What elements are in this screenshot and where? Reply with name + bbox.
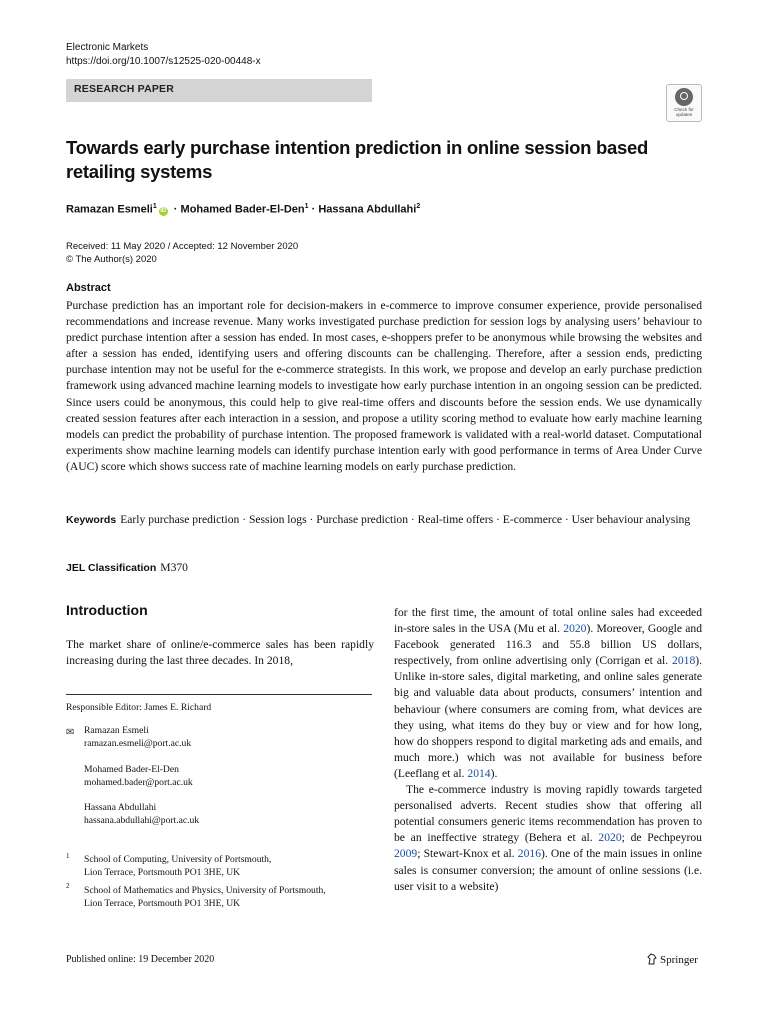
affiliation-line: School of Mathematics and Physics, University of Portsmouth, [84,885,326,896]
contact-name: Ramazan Esmeli [84,725,149,736]
jel-label: JEL Classification [66,562,157,574]
publisher-logo[interactable] [647,953,698,966]
author-affiliation-mark: 2 [416,203,421,210]
keywords [66,512,702,528]
envelope-icon: ✉ [66,727,75,738]
paper-title [66,136,706,183]
article-type-bar [66,79,372,102]
keywords-text: Early purchase prediction · Session logs · Purchase prediction · Real-time offers · E-commerce · User behaviour analysing [120,513,691,526]
publisher-name: Springer [660,954,698,966]
affiliation-1 [84,853,271,879]
published-date: Published online: 19 December 2020 [66,954,215,965]
introduction-left-text: The market share of online/e-commerce sales has been rapidly increasing during the last three decades. In 2018, [66,638,374,667]
contact-name: Mohamed Bader-El-Den [84,764,179,775]
jel-classification [66,561,188,574]
article-dates [66,240,298,266]
affiliation-number: 2 [66,882,70,890]
check-badge-line2: updates [675,112,693,117]
abstract-text: Purchase prediction has an important role for decision-makers in e-commerce to improve consumer experience, provide personalised recommendations and increase revenue. Many works investigated purchase prediction for session logs by analysing users’ behaviour to predict purchase intention after a session has ended. In most cases, e-shoppers prefer to be anonymous while browsing the websites and after a session has ended, identifying users and offering discounts can be challenging. Therefore, after a session ends, predicting purchase intention may not be useful for the e-commerce strategists. In this work, we propose and develop an early purchase prediction framework using advanced machine learning models to investigate how early purchase intention in an ongoing session can be predicted. Since users could be anonymous, this could help to give real-time offers and discounts before the session ends. We use dynamically created session features after each interaction in a session, and propose a utility scoring method to evaluate how early machine learning models can predict the probability of purchase intention. The proposed framework is validated with a real-world dataset. Computational experiments show machine learning models can identify purchase intention early with good performance in terms of Area Under Curve (AUC) score which shows success rate of machine learning models on early purchase prediction. [66,299,702,473]
crossmark-icon [675,88,693,106]
contact-email[interactable]: mohamed.bader@port.ac.uk [84,777,193,788]
contact-email[interactable]: hassana.abdullahi@port.ac.uk [84,815,200,826]
contact-author-2 [84,763,193,789]
text-run: ; Stewart-Knox et al. [417,847,518,861]
citation-year-link[interactable]: 2009 [394,847,418,861]
author-separator: · [173,203,178,216]
contact-email[interactable]: ramazan.esmeli@port.ac.uk [84,738,192,749]
text-run: ). One of the main issues in online sales is consumer conversion; the amount of online sessions (i.e. user visit to a website) [394,847,702,893]
article-type-label: RESEARCH PAPER [74,83,175,95]
author-affiliation-mark: 1 [152,203,157,210]
text-run: ). Moreover, Google and Facebook generated 116.3 and 55.8 billion US dollars, respectively, from online advertising only (Corrigan et al. [394,622,702,668]
introduction-heading: Introduction [66,602,148,618]
title-line-2: retailing systems [66,160,213,182]
jel-value: M370 [160,561,188,574]
citation-year-link[interactable]: 2016 [517,847,541,861]
received-accepted-dates: Received: 11 May 2020 / Accepted: 12 November 2020 [66,241,299,252]
citation-year-link[interactable]: 2018 [672,654,696,668]
orcid-icon[interactable]: iD [160,207,167,214]
springer-horse-icon [647,953,657,965]
abstract-heading: Abstract [66,282,111,294]
introduction-right-column [394,605,702,895]
contact-name: Hassana Abdullahi [84,802,157,813]
check-for-updates-badge[interactable] [666,84,702,122]
text-run: ). Unlike in-store sales, digital marketing, and online sales generate big and valuable data about products, consumers’ intention and behaviour (where consumers are coming from, what devices are they using, what items do they buy or view and for how long, how do shoppers respond to digital marketing ads and emails, and much more.) which was not available for business before (Leeflang et al. [394,654,702,780]
affiliation-line: Lion Terrace, Portsmouth PO1 3HE, UK [84,898,241,909]
intro-paragraph-2 [394,782,702,895]
author-separator: · [311,203,316,216]
affiliation-line: Lion Terrace, Portsmouth PO1 3HE, UK [84,867,241,878]
text-run: for the first time, the amount of total online sales had exceeded in-store sales in the USA (Mu et al. [394,606,702,636]
responsible-editor: Responsible Editor: James E. Richard [66,702,212,713]
author-name[interactable]: Ramazan Esmeli [66,203,153,216]
affiliation-line: School of Computing, University of Portsmouth, [84,854,272,865]
citation-year-link[interactable]: 2020 [563,622,587,636]
author-name[interactable]: Hassana Abdullahi [318,203,417,216]
text-run: ; de Pechpeyrou [621,831,702,845]
footnote-divider [66,694,372,695]
intro-paragraph-1 [394,605,702,782]
check-badge-line1: Check for [674,107,694,112]
contact-author-1 [84,724,191,750]
title-line-1: Towards early purchase intention prediction in online session based [66,137,648,158]
journal-name: Electronic Markets [66,42,149,53]
copyright-notice: © The Author(s) 2020 [66,254,157,265]
citation-year-link[interactable]: 2014 [467,766,491,780]
author-name[interactable]: Mohamed Bader-El-Den [180,203,305,216]
citation-year-link[interactable]: 2020 [598,831,622,845]
doi-link[interactable]: https://doi.org/10.1007/s12525-020-00448-x [66,56,261,67]
keywords-label: Keywords [66,514,117,526]
affiliation-number: 1 [66,852,70,860]
journal-header [66,41,261,69]
contact-author-3 [84,801,199,827]
author-affiliation-mark: 1 [304,203,309,210]
author-list [66,203,420,216]
text-run: ). [490,766,498,780]
affiliation-2 [84,884,326,910]
text-run: The e-commerce industry is moving rapidly towards targeted personalised adverts. Recent studies show that offering all potential consumers generic items recommendation has proven to be an ineffective strategy (Behera et al. [394,783,702,845]
